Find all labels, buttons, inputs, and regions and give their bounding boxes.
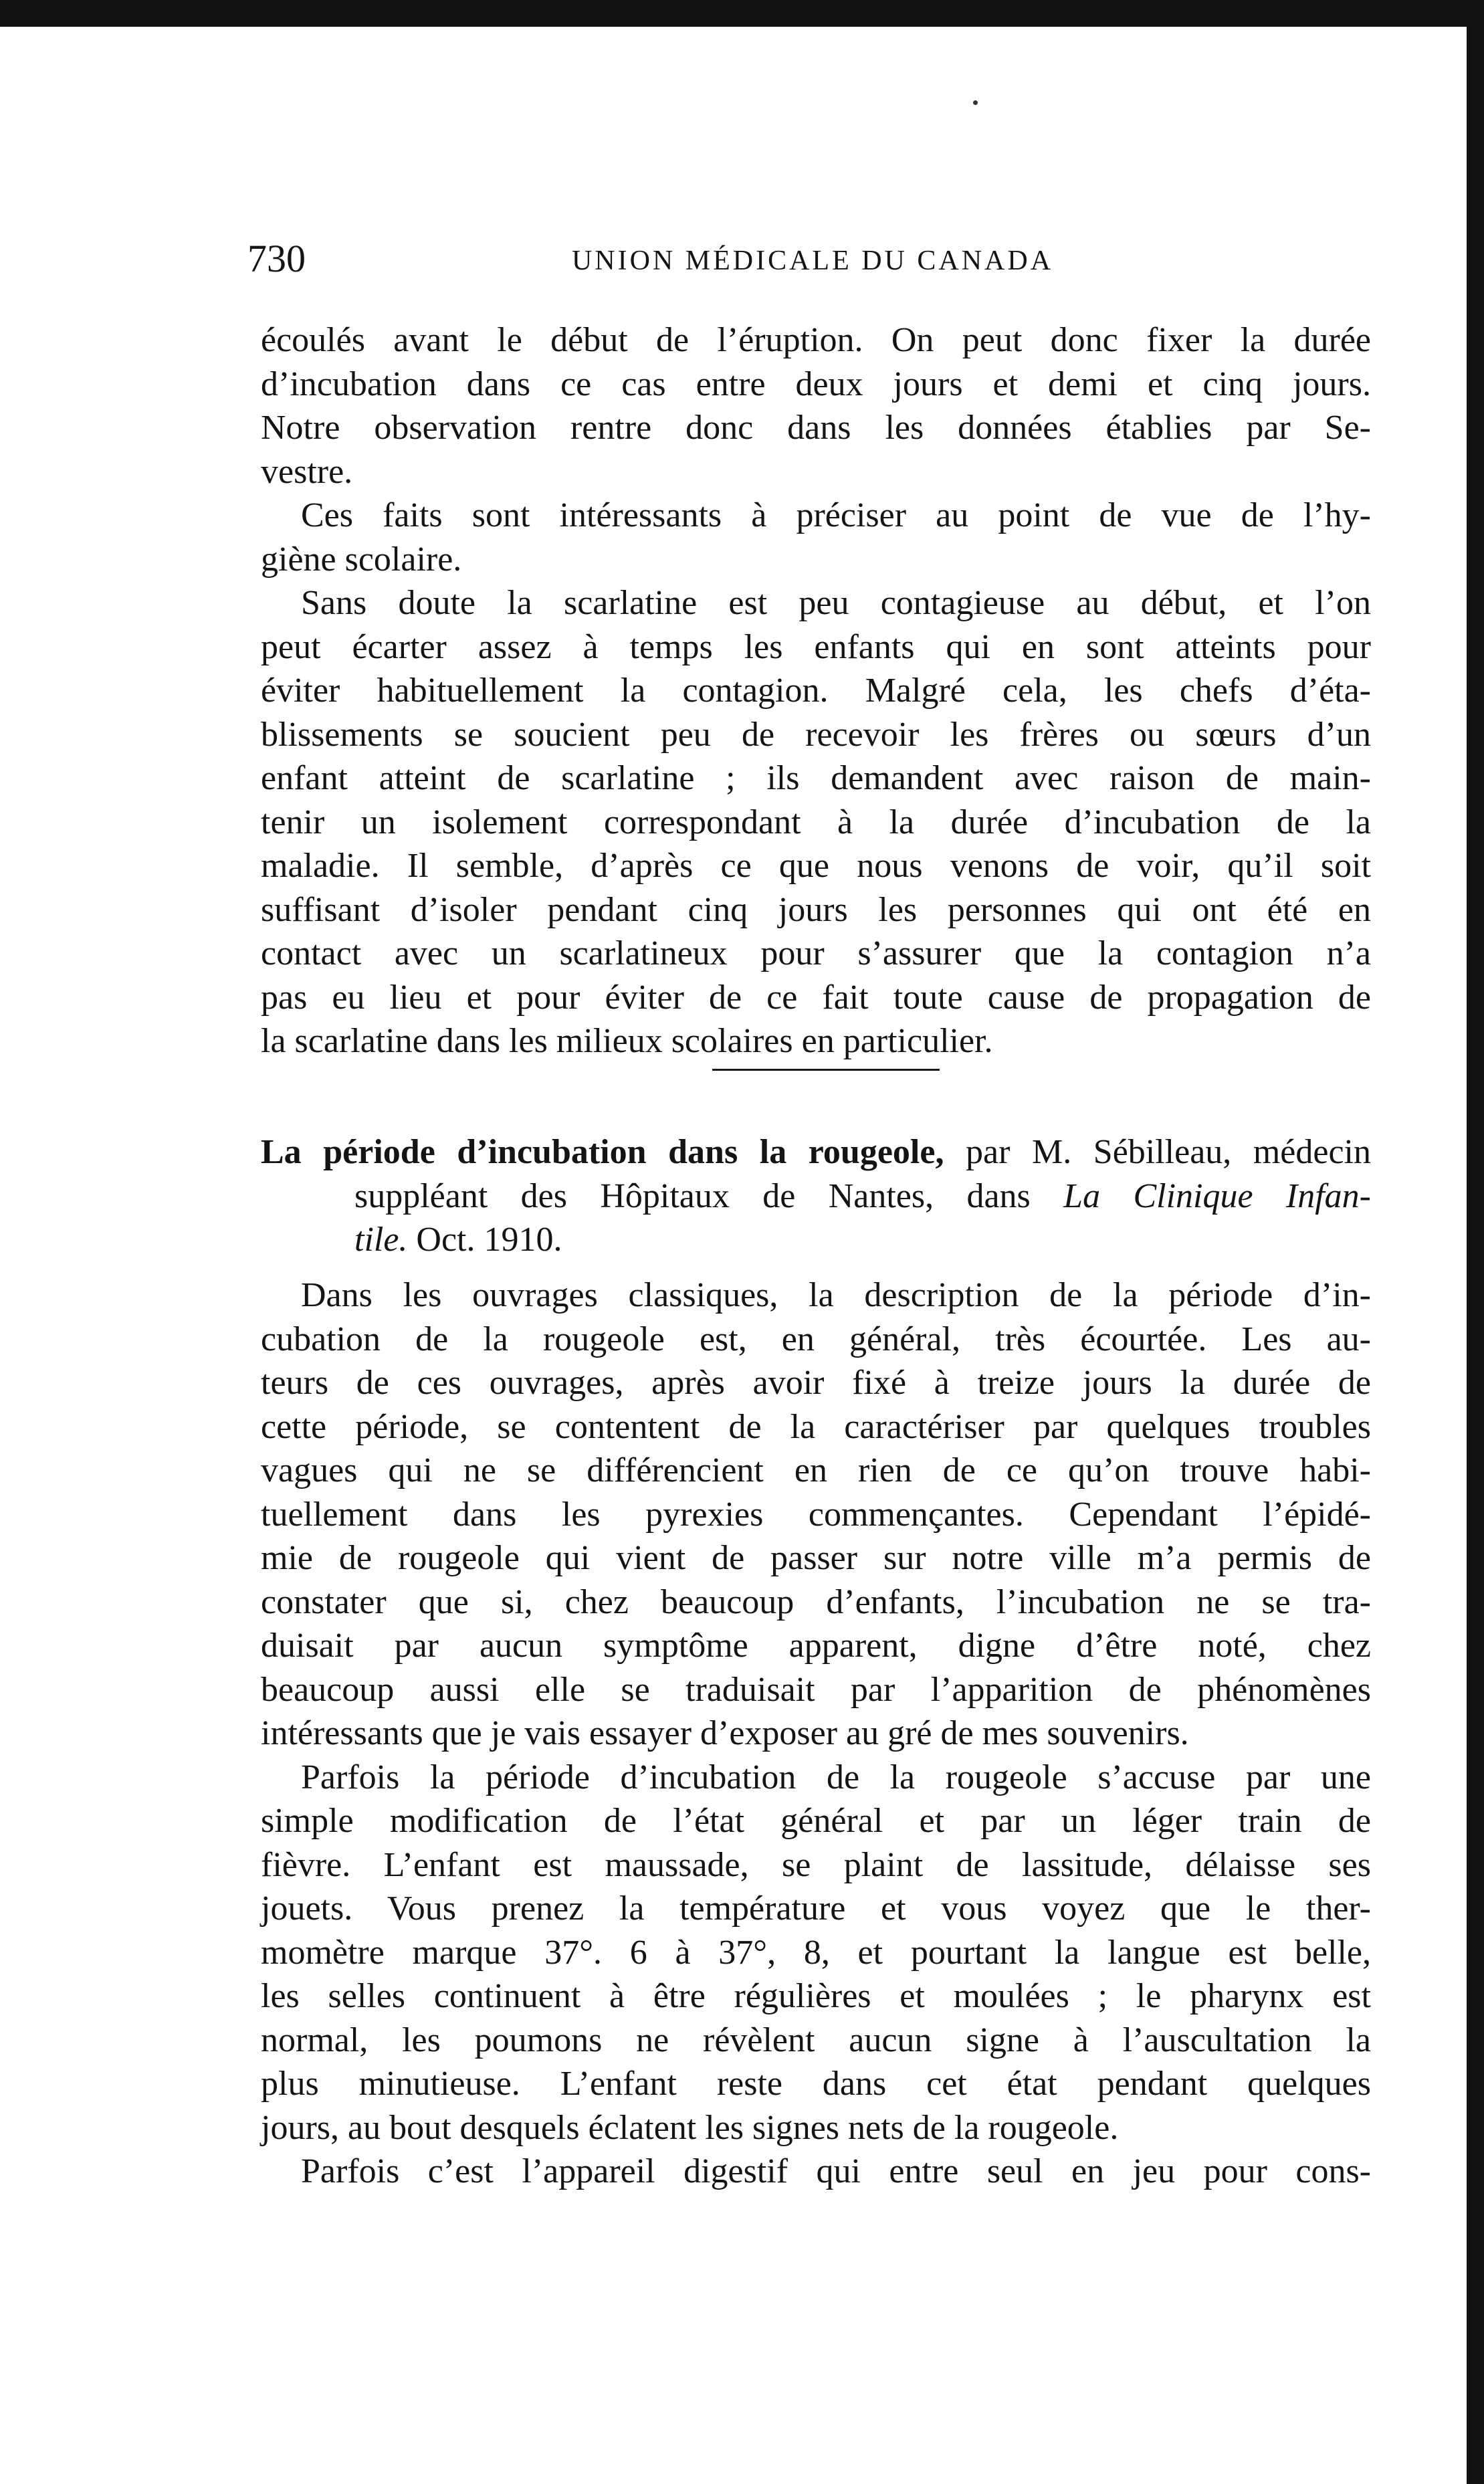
text-line: tenir un isolement correspondant à la durée d’incubation de la — [261, 803, 1371, 841]
text-line: constater que si, chez beaucoup d’enfants, l’incubation ne se tra- — [261, 1582, 1371, 1621]
text-line: duisait par aucun symptôme apparent, digne d’être noté, chez — [261, 1627, 1371, 1665]
article-source: suppléant des Hôpitaux de Nantes, dans — [354, 1176, 1064, 1215]
text-line: Parfois la période d’incubation de la rougeole s’accuse par une — [301, 1758, 1371, 1796]
text-line: plus minutieuse. L’enfant reste dans cet état pendant quelques — [261, 2065, 1371, 2103]
text-line: Parfois c’est l’appareil digestif qui entre seul en jeu pour cons- — [301, 2152, 1371, 2190]
text-line: jours, au bout desquels éclatent les signes nets de la rougeole. — [261, 2108, 1119, 2147]
text-line: giène scolaire. — [261, 540, 462, 579]
journal-title: UNION MÉDICALE DU CANADA — [571, 245, 1054, 276]
journal-name-end: tile. — [354, 1221, 408, 1259]
text-line: écoulés avant le début de l’éruption. On peut donc fixer la durée — [261, 321, 1371, 359]
text-line: cubation de la rougeole est, en général, très écourtée. Les au- — [261, 1320, 1371, 1358]
intro-text — [261, 318, 1371, 1063]
heading-line — [261, 1218, 1371, 1262]
text-line: d’incubation dans ce cas entre deux jours et demi et cinq jours. — [261, 365, 1371, 403]
text-line: Sans doute la scarlatine est peu contagieuse au début, et l’on — [301, 584, 1371, 622]
journal-name: La Clinique Infan- — [1063, 1176, 1371, 1215]
scan-speck — [973, 100, 978, 105]
text-line: vagues qui ne se différencient en rien de ce qu’on trouve habi- — [261, 1451, 1371, 1489]
text-line: peut écarter assez à temps les enfants qui en sont atteints pour — [261, 627, 1371, 666]
section-divider — [712, 1069, 940, 1071]
text-line: teurs de ces ouvrages, après avoir fixé à treize jours la durée de — [261, 1364, 1371, 1402]
text-line: beaucoup aussi elle se traduisait par l’apparition de phénomènes — [261, 1670, 1371, 1709]
text-line: intéressants que je vais essayer d’exposer au gré de mes souvenirs. — [261, 1714, 1189, 1752]
text-line: mie de rougeole qui vient de passer sur notre ville m’a permis de — [261, 1539, 1371, 1577]
text-line: simple modification de l’état général et par un léger train de — [261, 1802, 1371, 1840]
scan-right-edge — [1467, 0, 1484, 2484]
text-line: enfant atteint de scarlatine ; ils demandent avec raison de main- — [261, 759, 1371, 797]
article-heading — [261, 1130, 1371, 1262]
text-line: Ces faits sont intéressants à préciser au point de vue de l’hy- — [301, 496, 1371, 534]
text-line: normal, les poumons ne révèlent aucun signe à l’auscultation la — [261, 2021, 1371, 2059]
text-line: pas eu lieu et pour éviter de ce fait toute cause de propagation de — [261, 978, 1371, 1017]
text-line: suffisant d’isoler pendant cinq jours les personnes qui ont été en — [261, 890, 1371, 929]
text-line: jouets. Vous prenez la température et vous voyez que le ther- — [261, 1889, 1371, 1928]
text-line: maladie. Il semble, d’après ce que nous venons de voir, qu’il soit — [261, 847, 1371, 885]
article-author: par M. Sébilleau, médecin — [944, 1133, 1371, 1171]
article-body — [261, 1273, 1371, 2194]
running-head — [247, 235, 1378, 282]
scan-top-edge — [0, 0, 1484, 27]
text-line: Notre observation rentre donc dans les données établies par Se- — [261, 409, 1371, 447]
heading-line — [261, 1130, 1371, 1174]
heading-line — [261, 1174, 1371, 1219]
text-line: blissements se soucient peu de recevoir les frères ou sœurs d’un — [261, 715, 1371, 754]
text-line: cette période, se contentent de la caractériser par quelques troubles — [261, 1407, 1371, 1446]
text-line: momètre marque 37°. 6 à 37°, 8, et pourtant la langue est belle, — [261, 1933, 1371, 1972]
text-line: contact avec un scarlatineux pour s’assurer que la contagion n’a — [261, 934, 1371, 972]
text-line: les selles continuent à être régulières et moulées ; le pharynx est — [261, 1977, 1371, 2015]
article-title: La période d’incubation dans la rougeole, — [261, 1133, 944, 1171]
article-date: Oct. 1910. — [407, 1221, 562, 1259]
text-line: vestre. — [261, 452, 353, 491]
text-line: éviter habituellement la contagion. Malgré cela, les chefs d’éta- — [261, 671, 1371, 710]
text-line: fièvre. L’enfant est maussade, se plaint de lassitude, délaisse ses — [261, 1845, 1371, 1884]
text-line: tuellement dans les pyrexies commençantes. Cependant l’épidé- — [261, 1495, 1371, 1534]
text-line: Dans les ouvrages classiques, la description de la période d’in- — [301, 1276, 1371, 1314]
text-line: la scarlatine dans les milieux scolaires en particulier. — [261, 1022, 993, 1060]
page-number: 730 — [247, 237, 306, 280]
